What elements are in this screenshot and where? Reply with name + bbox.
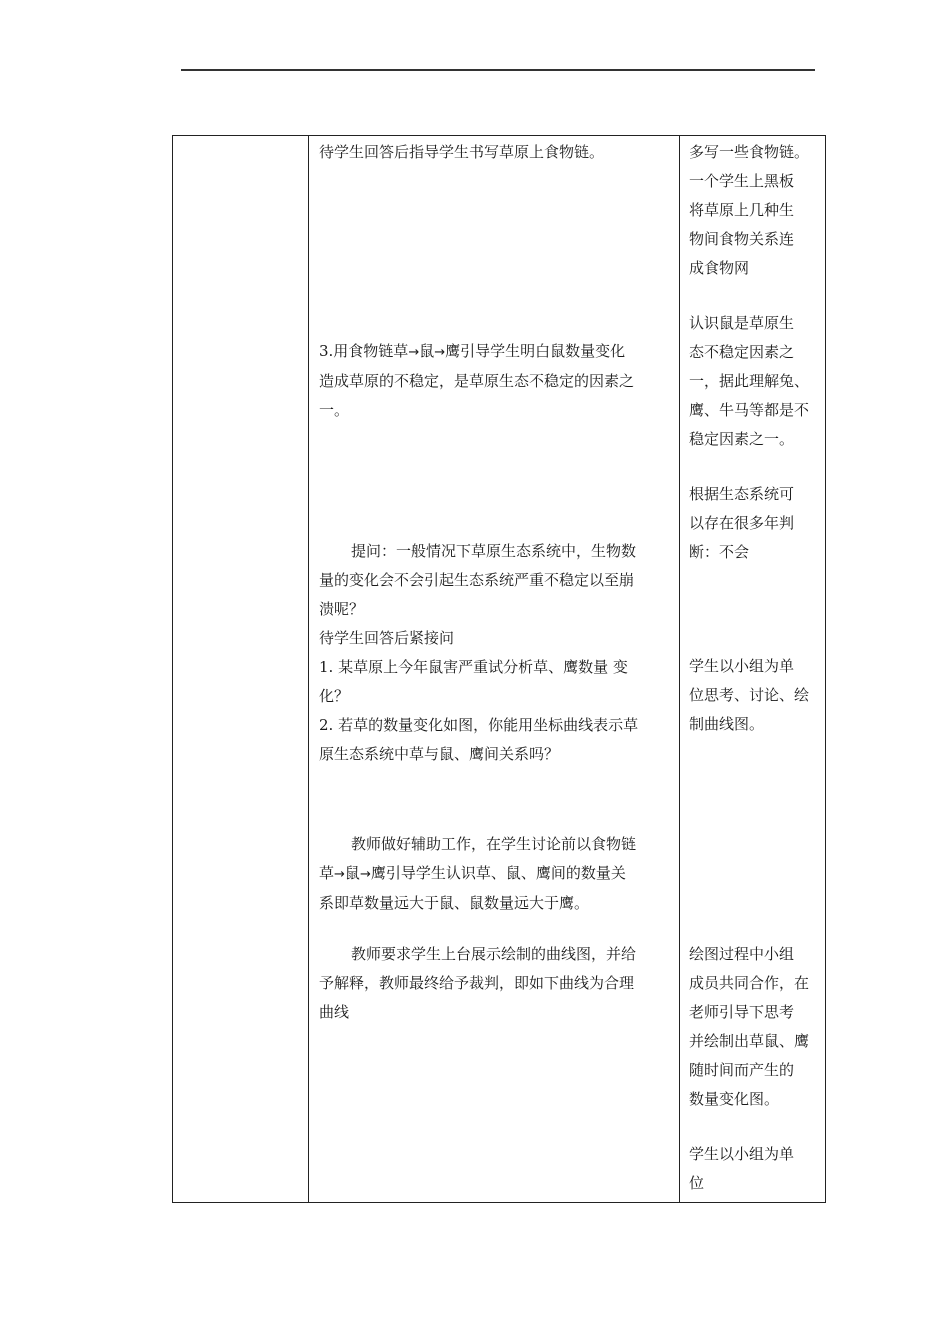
teacher-activity-p2: 3.用食物链草→鼠→鹰引导学生明白鼠数量变化 造成草原的不稳定，是草原生态不稳定的因素之 一。 [319, 337, 634, 425]
p2-line-1: 3.用食物链草→鼠→鹰引导学生明白鼠数量变化 [319, 342, 626, 360]
student-activity-r2: 认识鼠是草原生 态不稳定因素之 一，据此理解兔、 鹰、牛马等都是不 稳定因素之一。 [689, 314, 810, 448]
student-activity-r3: 根据生态系统可 以存在很多年判 断：不会 [689, 485, 795, 561]
teacher-activity-p4: 教师做好辅助工作，在学生讨论前以食物链 草→鼠→鹰引导学生认识草、鼠、鹰间的数量关 系即草数量远大于鼠、鼠数量远大于鹰。 [319, 835, 637, 912]
student-activity-r6: 学生以小组为单 位 [689, 1145, 795, 1192]
column-divider-2 [679, 136, 680, 1202]
teacher-activity-p3: 提问：一般情况下草原生态系统中，生物数 量的变化会不会引起生态系统严重不稳定以至崩 溃呢？ 待学生回答后紧接问 1. 某草原上今年鼠害严重试分析草、鹰数量 变 化？ 2. 若草的数量变化如图，你能用坐标曲线表示草 原生态系统中草与鼠、鹰间关系吗？ [319, 542, 639, 763]
arrow-icon: → [434, 345, 446, 360]
header-rule [181, 69, 815, 71]
arrow-icon: → [408, 345, 420, 360]
arrow-icon: → [359, 867, 371, 882]
p4-line-2: 草→鼠→鹰引导学生认识草、鼠、鹰间的数量关 [319, 864, 626, 882]
lesson-plan-table [172, 135, 826, 1203]
arrow-icon: → [334, 867, 345, 882]
student-activity-r1: 多写一些食物链。 一个学生上黑板 将草原上几种生 物间食物关系连 成食物网 [689, 143, 810, 277]
student-activity-r5: 绘图过程中小组 成员共同合作，在 老师引导下思考 并绘制出草鼠、鹰 随时间而产生的 数量变化图。 [689, 945, 810, 1108]
column-divider-1 [308, 136, 309, 1202]
teacher-activity-p5: 教师要求学生上台展示绘制的曲线图，并给 予解释，教师最终给予裁判，即如下曲线为合理 曲线 [319, 945, 637, 1021]
student-activity-r4: 学生以小组为单 位思考、讨论、绘 制曲线图。 [689, 657, 810, 733]
teacher-activity-p1: 待学生回答后指导学生书写草原上食物链。 [319, 143, 605, 161]
